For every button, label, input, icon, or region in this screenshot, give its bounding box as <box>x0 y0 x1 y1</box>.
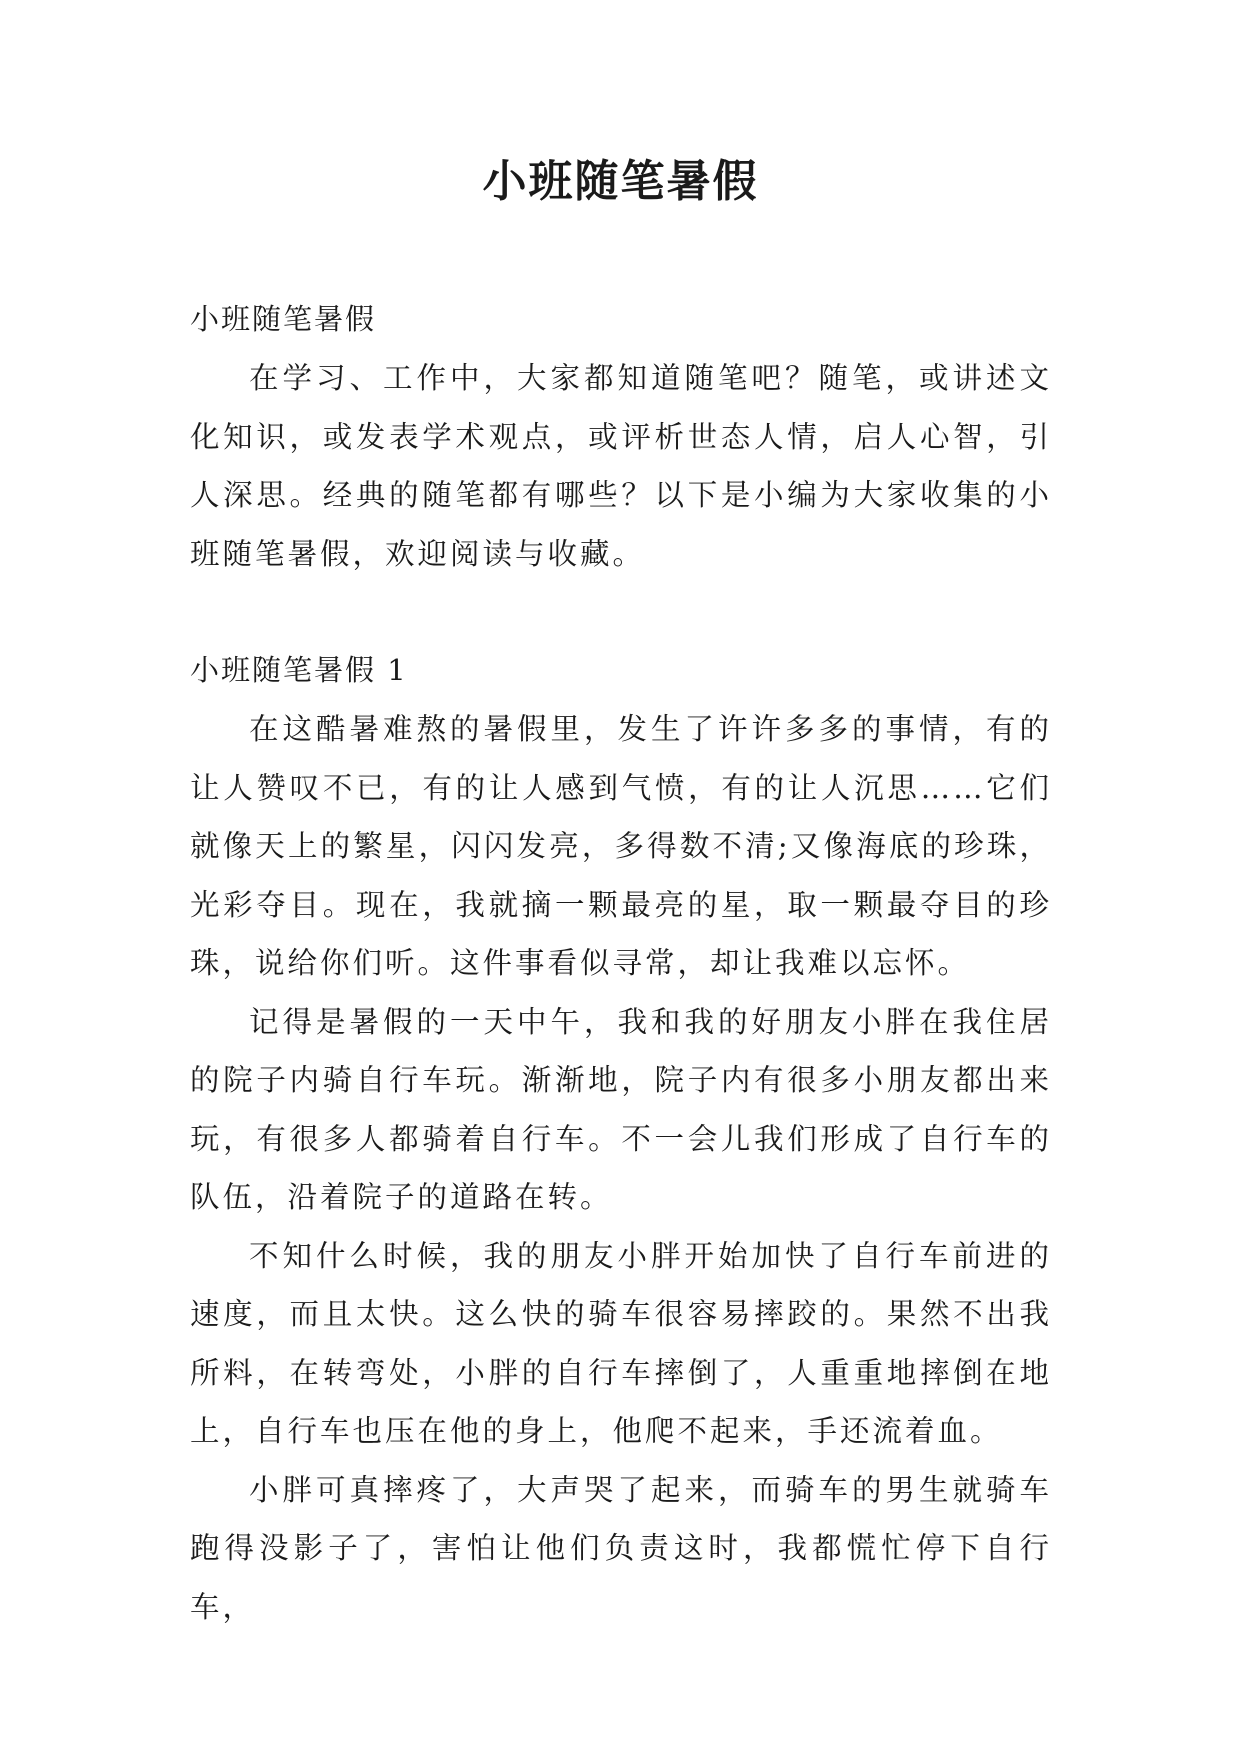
document-body <box>190 290 1052 1636</box>
section1-paragraph-1: 在这酷暑难熬的暑假里，发生了许许多多的事情，有的让人赞叹不已，有的让人感到气愤，有的让人沉思……它们就像天上的繁星，闪闪发亮，多得数不清;又像海底的珍珠，光彩夺目。现在，我就摘一颗最亮的星，取一颗最夺目的珍珠，说给你们听。这件事看似寻常，却让我难以忘怀。 <box>190 712 1052 980</box>
section-spacer <box>190 583 1052 641</box>
intro-heading: 小班随笔暑假 <box>190 302 377 336</box>
section1-paragraph-4: 小胖可真摔疼了，大声哭了起来，而骑车的男生就骑车跑得没影子了，害怕让他们负责这时，我都慌忙停下自行车， <box>190 1472 1052 1624</box>
section1-paragraph-2: 记得是暑假的一天中午，我和我的好朋友小胖在我住居的院子内骑自行车玩。渐渐地，院子内有很多小朋友都出来玩，有很多人都骑着自行车。不一会儿我们形成了自行车的队伍，沿着院子的道路在转。 <box>190 1004 1052 1214</box>
intro-paragraph: 在学习、工作中，大家都知道随笔吧？随笔，或讲述文化知识，或发表学术观点，或评析世态人情，启人心智，引人深思。经典的随笔都有哪些？以下是小编为大家收集的小班随笔暑假，欢迎阅读与收藏。 <box>190 361 1052 571</box>
section1-heading: 小班随笔暑假 1 <box>190 653 408 687</box>
section1-paragraph-3: 不知什么时候，我的朋友小胖开始加快了自行车前进的速度，而且太快。这么快的骑车很容易摔跤的。果然不出我所料，在转弯处，小胖的自行车摔倒了，人重重地摔倒在地上，自行车也压在他的身上，他爬不起来，手还流着血。 <box>190 1238 1052 1448</box>
document-title: 小班随笔暑假 <box>482 156 759 207</box>
